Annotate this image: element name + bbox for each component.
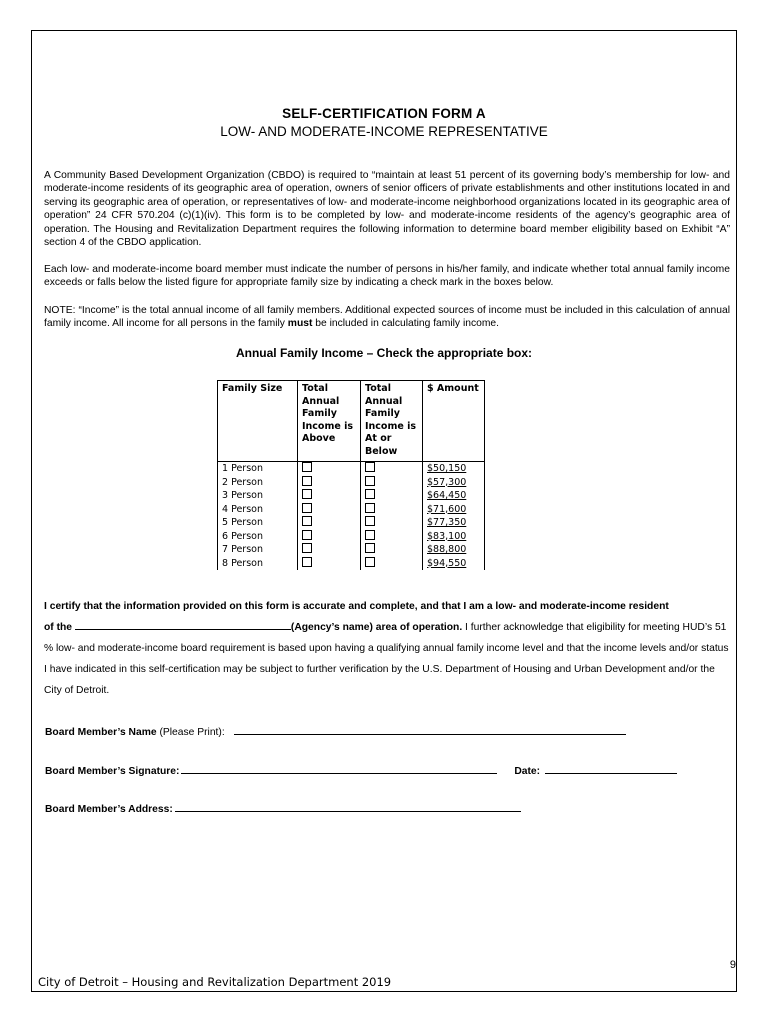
- above-checkbox[interactable]: [302, 489, 312, 499]
- amount-cell: [423, 557, 485, 571]
- above-cell: [298, 489, 361, 503]
- name-hint: (Please Print):: [156, 727, 225, 738]
- date-input[interactable]: [545, 773, 677, 774]
- address-field-row: [45, 804, 521, 815]
- at-or-below-checkbox[interactable]: [365, 462, 375, 472]
- at-or-below-cell: [361, 543, 423, 557]
- amount-cell: [423, 476, 485, 490]
- note-text-a: NOTE: “Income” is the total annual income of all family members. Additional expected sources of income must be included in this calculation of annual family income. All income for all persons in the family: [44, 305, 730, 330]
- amount-value: $77,350: [427, 517, 467, 528]
- family-size-cell: 4 Person: [218, 503, 298, 517]
- family-size-cell: 7 Person: [218, 543, 298, 557]
- header-at-or-below: Total Annual Family Income is At or Below: [361, 381, 423, 462]
- name-label: Board Member’s Name: [45, 727, 157, 738]
- header-amount: $ Amount: [423, 381, 485, 462]
- amount-cell: [423, 516, 485, 530]
- family-size-cell: 2 Person: [218, 476, 298, 490]
- at-or-below-checkbox[interactable]: [365, 543, 375, 553]
- above-cell: [298, 530, 361, 544]
- cert-rest: I further acknowledge that eligibility for meeting HUD’s 51 % low- and moderate-income board requirement is based upon having a qualifying annual family income level and that the income levels and/or status I have indicated in this self-certification may be subject to further verification by the U.S. Department of Housing and Urban Development and/or the City of Detroit.: [44, 622, 729, 696]
- amount-value: $88,800: [427, 544, 467, 555]
- table-row: [218, 530, 485, 544]
- agency-name-field[interactable]: [75, 629, 291, 630]
- table-row: [218, 503, 485, 517]
- above-checkbox[interactable]: [302, 557, 312, 567]
- instructions-paragraph: Each low- and moderate-income board member must indicate the number of persons in his/her family, and indicate whether total annual family income exceeds or falls below the listed figure for appropriate family size by indicating a check mark in the boxes below.: [44, 264, 730, 289]
- date-label: Date:: [514, 766, 541, 777]
- header-family-size: Family Size: [218, 381, 298, 462]
- amount-value: $94,550: [427, 557, 467, 569]
- table-row: [218, 489, 485, 503]
- table-row: [218, 543, 485, 557]
- family-size-cell: 6 Person: [218, 530, 298, 544]
- certification-statement: [44, 596, 734, 701]
- at-or-below-checkbox[interactable]: [365, 476, 375, 486]
- name-field-row: [45, 727, 626, 738]
- signature-input[interactable]: [181, 773, 497, 774]
- amount-cell: [423, 489, 485, 503]
- page-footer: City of Detroit – Housing and Revitalization Department 2019: [38, 975, 392, 989]
- at-or-below-cell: [361, 503, 423, 517]
- note-paragraph: [44, 304, 730, 331]
- at-or-below-checkbox[interactable]: [365, 530, 375, 540]
- above-cell: [298, 503, 361, 517]
- table-row: [218, 557, 485, 571]
- at-or-below-cell: [361, 476, 423, 490]
- document-page: [31, 30, 737, 992]
- income-table: [217, 380, 485, 570]
- amount-cell: [423, 503, 485, 517]
- family-size-cell: 3 Person: [218, 489, 298, 503]
- above-checkbox[interactable]: [302, 476, 312, 486]
- table-row: [218, 462, 485, 476]
- above-checkbox[interactable]: [302, 516, 312, 526]
- above-cell: [298, 462, 361, 476]
- family-size-cell: 5 Person: [218, 516, 298, 530]
- form-subtitle: LOW- AND MODERATE-INCOME REPRESENTATIVE: [220, 124, 548, 139]
- at-or-below-checkbox[interactable]: [365, 503, 375, 513]
- amount-value: $64,450: [427, 490, 467, 501]
- above-checkbox[interactable]: [302, 530, 312, 540]
- family-size-cell: 1 Person: [218, 462, 298, 476]
- cert-line-1: I certify that the information provided on this form is accurate and complete, and that I am a low- and moderate-income resident: [44, 601, 669, 612]
- address-label: Board Member’s Address:: [45, 804, 173, 815]
- signature-label: Board Member’s Signature:: [45, 766, 180, 777]
- above-cell: [298, 516, 361, 530]
- amount-cell: [423, 530, 485, 544]
- at-or-below-cell: [361, 489, 423, 503]
- amount-cell: [423, 543, 485, 557]
- above-cell: [298, 476, 361, 490]
- amount-value: $50,150: [427, 463, 467, 474]
- cert-body: [44, 617, 734, 701]
- table-row: [218, 476, 485, 490]
- above-cell: [298, 557, 361, 571]
- table-heading: Annual Family Income – Check the appropriate box:: [235, 346, 533, 360]
- amount-value: $83,100: [427, 530, 467, 542]
- amount-value: $71,600: [427, 503, 467, 515]
- at-or-below-checkbox[interactable]: [365, 489, 375, 499]
- table-row: [218, 516, 485, 530]
- above-checkbox[interactable]: [302, 503, 312, 513]
- header-above: Total Annual Family Income is Above: [298, 381, 361, 462]
- at-or-below-cell: [361, 530, 423, 544]
- signature-field-row: [45, 766, 677, 777]
- above-checkbox[interactable]: [302, 462, 312, 472]
- above-cell: [298, 543, 361, 557]
- name-input[interactable]: [234, 734, 626, 735]
- above-checkbox[interactable]: [302, 543, 312, 553]
- intro-paragraph: A Community Based Development Organization (CBDO) is required to “maintain at least 51 percent of its governing body’s membership for low- and moderate-income residents of its geographic area of operation, owners of senior officers of private establishments and other institutions located in and serving its geographic area of operation, or representatives of low- and moderate-income neighborhood organizations located in its geographic area of operation” 24 CFR 570.204 (c)(1)(iv). This form is to be completed by low- and moderate-income residents of the agency’s geographic area of operation. The Housing and Revitalization Department requires the following information to determine board member eligibility based on Exhibit “A” section 4 of the CBDO application.: [44, 170, 730, 249]
- note-text-must: must: [287, 318, 313, 330]
- amount-value: $57,300: [427, 476, 467, 488]
- amount-cell: [423, 462, 485, 476]
- note-text-b: be included in calculating family income.: [312, 318, 499, 330]
- page-number: 9: [729, 959, 736, 971]
- cert-agency-label: (Agency’s name) area of operation.: [290, 622, 463, 633]
- cert-of-the: of the: [44, 622, 73, 633]
- family-size-cell: 8 Person: [218, 557, 298, 571]
- at-or-below-cell: [361, 557, 423, 571]
- address-input[interactable]: [175, 811, 521, 812]
- form-title: SELF-CERTIFICATION FORM A: [282, 106, 486, 121]
- at-or-below-cell: [361, 462, 423, 476]
- at-or-below-checkbox[interactable]: [365, 516, 375, 526]
- at-or-below-checkbox[interactable]: [365, 557, 375, 567]
- at-or-below-cell: [361, 516, 423, 530]
